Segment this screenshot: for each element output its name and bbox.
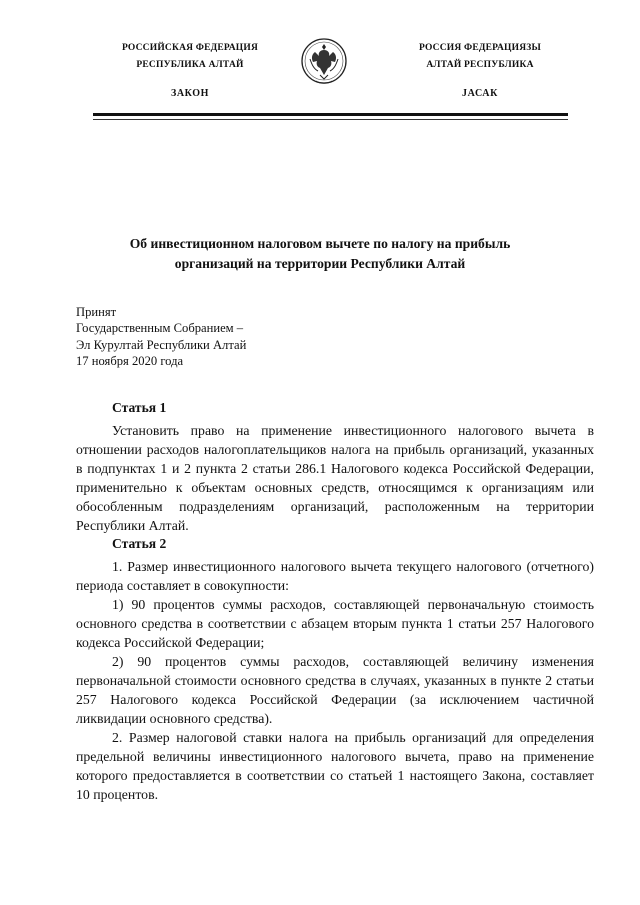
adoption-line-1: Принят (76, 305, 117, 319)
article-1-text: Установить право на применение инвестиционного налогового вычета в отношении расходов налогоплательщиков налога на прибыль организаций, указанных в подпунктах 1 и 2 пункта 2 статьи 286.1 Налогового кодекса Российской Федерации, применительно к объектам основных средств, относящимся к организациям или обособленным подразделениям организаций, расположенным на территории Республики Алтай. (76, 423, 594, 533)
article-1-heading: Статья 1 (112, 400, 167, 415)
article-2-heading: Статья 2 (112, 536, 167, 551)
title-line-1: Об инвестиционном налоговом вычете по налогу на прибыль (129, 236, 511, 251)
header-right-country: РОССИЯ ФЕДЕРАЦИЯЗЫ (419, 43, 541, 53)
header-right (380, 40, 580, 102)
article-2-paragraph-1: 1. Размер инвестиционного налогового вычета текущего налогового (отчетного) периода составляет в совокупности: (76, 559, 594, 593)
document-title (100, 234, 540, 274)
adoption-line-2: Государственным Собранием – (76, 321, 244, 336)
header-left-country: РОССИЙСКАЯ ФЕДЕРАЦИЯ (121, 43, 259, 53)
header-right-law: JАСАК (462, 88, 498, 99)
article-2-paragraph-3: 2) 90 процентов суммы расходов, составляющей величину изменения первоначальной стоимости основного средства в случаях, указанных в пункте 2 статьи 257 Налогового кодекса Российской Федерации (за исключением частичной ликвидации основного средства). (76, 654, 594, 726)
header-left-law: ЗАКОН (170, 88, 210, 99)
header-divider-thick (93, 113, 568, 116)
coat-of-arms-icon (300, 35, 348, 89)
adoption-date: 17 ноября 2020 года (76, 353, 184, 368)
header-left-republic: РЕСПУБЛИКА АЛТАЙ (136, 60, 244, 70)
article-2-paragraph-4: 2. Размер налоговой ставки налога на прибыль организаций для определения предельной величины инвестиционного налогового вычета, право на применение которого предоставляется в соответствии со статьей 1 настоящего Закона, составляет 10 процентов. (76, 730, 594, 802)
header-divider-thin (93, 119, 568, 120)
header-left (90, 40, 290, 102)
title-line-2: организаций на территории Республики Алтай (174, 256, 466, 271)
article-2-paragraph-2: 1) 90 процентов суммы расходов, составляющей первоначальную стоимость основного средства в соответствии с абзацем вторым пункта 1 статьи 257 Налогового кодекса Российской Федерации; (76, 597, 594, 650)
adoption-line-3: Эл Курултай Республики Алтай (76, 337, 247, 352)
header-right-republic: АЛТАЙ РЕСПУБЛИКА (426, 60, 534, 70)
adoption-block (76, 304, 336, 369)
